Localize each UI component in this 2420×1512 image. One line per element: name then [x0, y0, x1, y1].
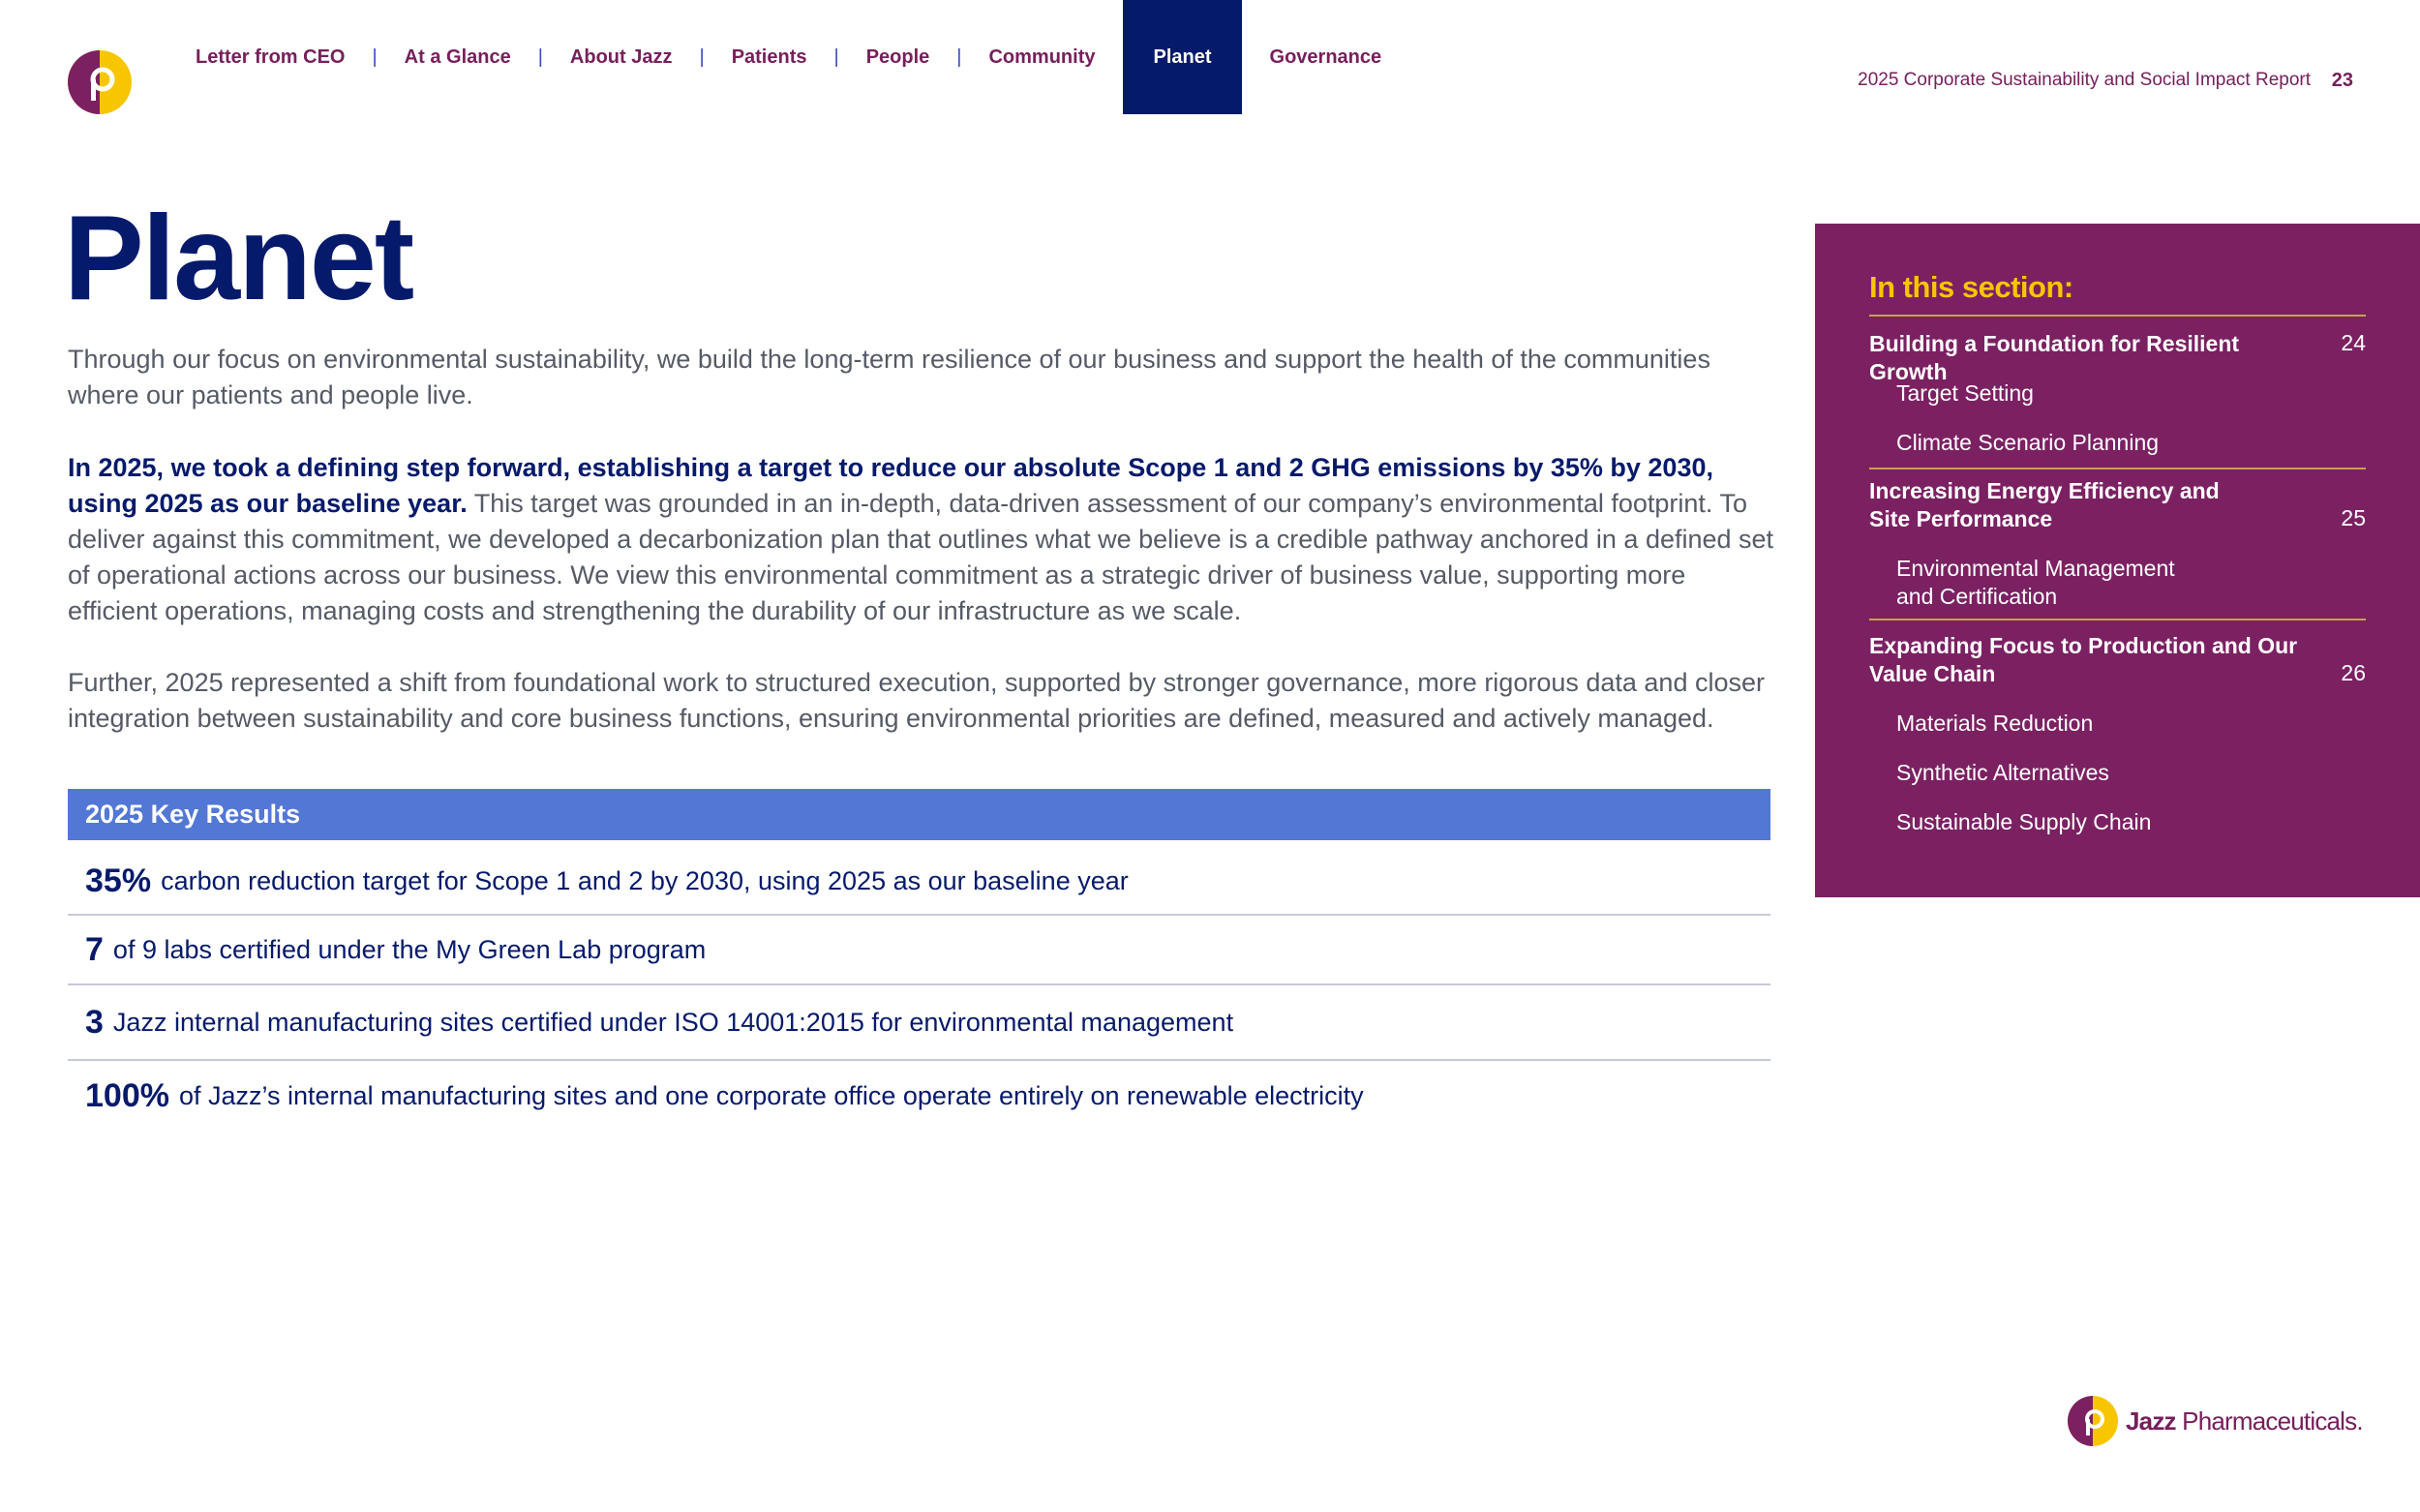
nav-separator: | — [833, 45, 839, 68]
top-navigation — [196, 0, 1381, 114]
sidebar-link-sustainable-supply-chain[interactable]: Sustainable Supply Chain — [1896, 809, 2152, 834]
sidebar-link-target-setting[interactable]: Target Setting — [1896, 380, 2034, 406]
sidebar-link-resilient-growth[interactable]: Building a Foundation for Resilient Growth — [1869, 331, 2240, 384]
nav-governance[interactable]: Governance — [1269, 45, 1382, 68]
section-sidebar — [1815, 224, 2420, 897]
nav-people[interactable]: People — [865, 45, 930, 68]
report-title: 2025 Corporate Sustainability and Social Impact Report — [1858, 70, 2311, 90]
nav-separator: | — [956, 45, 962, 68]
nav-about-jazz[interactable]: About Jazz — [569, 45, 673, 68]
sidebar-link-line: Expanding Focus to Production and Our — [1869, 633, 2298, 658]
sidebar-link-value-chain[interactable] — [1869, 632, 2314, 688]
sidebar-link-line: Value Chain — [1869, 661, 1996, 686]
sidebar-page-number: 25 — [2341, 505, 2366, 530]
sidebar-page-number: 24 — [2341, 330, 2366, 355]
brand-rest: Pharmaceuticals. — [2175, 1406, 2363, 1436]
result-text: of Jazz’s internal manufacturing sites and one corporate office operate entirely on renewable electricity — [178, 1080, 1364, 1110]
jazz-logo-icon — [2068, 1396, 2118, 1446]
result-value: 35% — [85, 862, 152, 899]
target-body: This target was grounded in an in-depth, data-driven assessment of our company’s environmental footprint. To deliver against this commitment, we developed a decarbonization plan that outlines what we believe is a credible pathway anchored in a defined set of operational actions across our business. We view this environmental commitment as a strategic driver of business value, supporting more efficient operations, managing costs and strengthening the durability of our infrastructure as we scale. — [68, 489, 1774, 625]
page-number: 23 — [2331, 70, 2353, 91]
sidebar-link-line: Increasing Energy Efficiency and — [1869, 478, 2220, 503]
key-results-table — [68, 789, 1770, 1131]
sidebar-link-synthetic-alternatives[interactable]: Synthetic Alternatives — [1896, 760, 2109, 785]
result-text: Jazz internal manufacturing sites certified under ISO 14001:2015 for environmental management — [112, 1007, 1234, 1037]
nav-community[interactable]: Community — [988, 45, 1096, 68]
sidebar-title: In this section: — [1869, 270, 2073, 304]
result-value: 3 — [85, 1003, 104, 1041]
nav-planet-active[interactable]: Planet — [1123, 0, 1241, 114]
nav-patients[interactable]: Patients — [731, 45, 807, 68]
page-title: Planet — [64, 192, 413, 325]
brand-wordmark — [2126, 1406, 2363, 1436]
nav-at-a-glance[interactable]: At a Glance — [404, 45, 511, 68]
sidebar-page-number: 26 — [2341, 660, 2366, 685]
result-text: of 9 labs certified under the My Green Lab program — [112, 934, 707, 964]
table-row — [68, 985, 1770, 1061]
target-highlight: In 2025, we took a defining step forward, establishing a target to reduce our absolute Scope 1 and 2 GHG emissions by 35% by 2030, using 2025 as our baseline year. — [68, 453, 1713, 518]
sidebar-divider — [1869, 619, 2366, 620]
sidebar-link-environmental-management[interactable] — [1896, 555, 2303, 611]
sidebar-link-energy-efficiency[interactable] — [1869, 477, 2314, 533]
sidebar-link-line: Site Performance — [1869, 506, 2053, 531]
sidebar-link-line: and Certification — [1896, 584, 2058, 609]
nav-separator: | — [537, 45, 543, 68]
footer-brand-logo[interactable] — [2068, 1396, 2363, 1446]
sidebar-divider — [1869, 315, 2366, 317]
result-text: carbon reduction target for Scope 1 and 2 by 2030, using 2025 as our baseline year — [161, 865, 1129, 895]
execution-paragraph: Further, 2025 represented a shift from foundational work to structured execution, supported by stronger governance, more rigorous data and closer integration between sustainability and core business functions, ensuring environmental priorities are defined, measured and actively managed. — [68, 668, 1765, 733]
intro-paragraph: Through our focus on environmental sustainability, we build the long-term resilience of our business and support the health of the communities where our patients and people live. — [68, 345, 1710, 409]
sidebar-divider — [1869, 468, 2366, 469]
nav-separator: | — [372, 45, 378, 68]
brand-bold: Jazz — [2126, 1406, 2176, 1436]
nav-letter-from-ceo[interactable]: Letter from CEO — [196, 45, 346, 68]
key-results-header: 2025 Key Results — [68, 789, 1770, 840]
jazz-logo-icon[interactable] — [68, 50, 132, 114]
sidebar-link-materials-reduction[interactable]: Materials Reduction — [1896, 711, 2094, 736]
table-row — [68, 840, 1770, 916]
sidebar-link-climate-scenario[interactable]: Climate Scenario Planning — [1896, 430, 2160, 455]
table-row — [68, 1061, 1770, 1131]
result-value: 100% — [85, 1076, 169, 1114]
nav-separator: | — [699, 45, 705, 68]
table-row — [68, 916, 1770, 985]
target-paragraph — [68, 450, 1781, 629]
result-value: 7 — [85, 930, 104, 968]
sidebar-link-line: Environmental Management — [1896, 556, 2175, 581]
